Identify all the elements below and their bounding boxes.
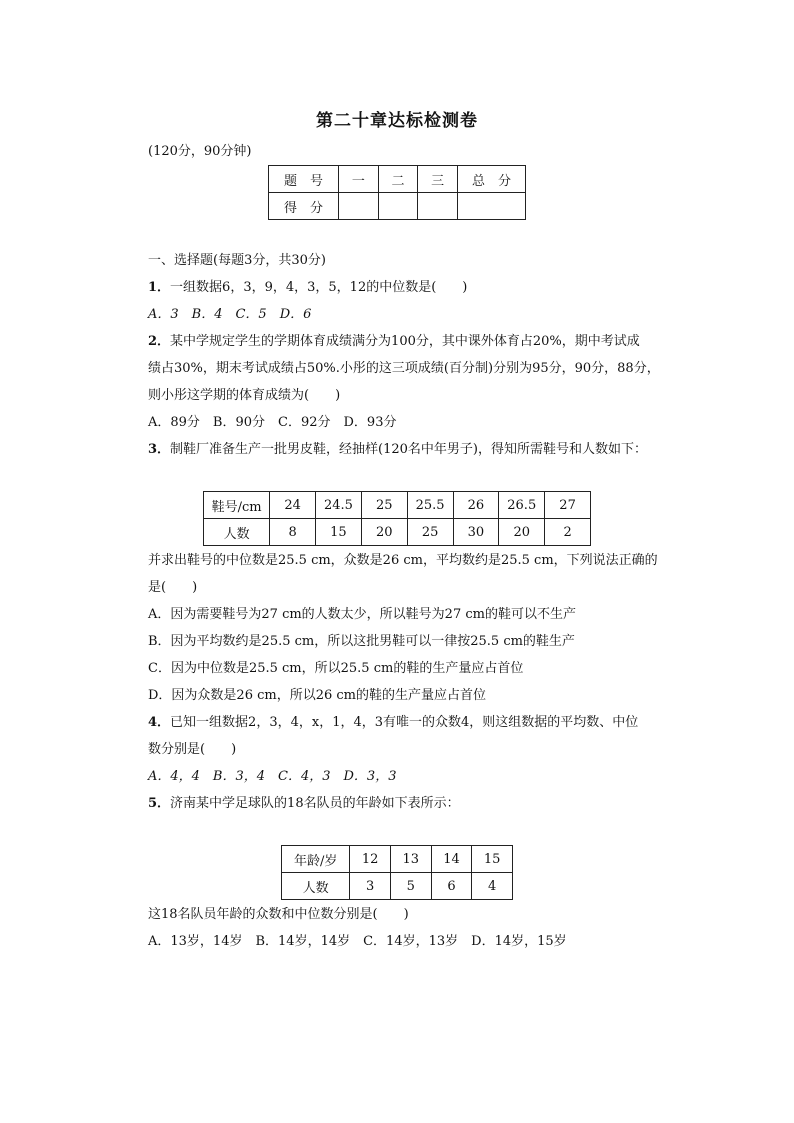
- table-cell: 4: [472, 873, 513, 900]
- score-table: [268, 165, 526, 220]
- question-4-line2: 数分别是( ): [148, 742, 237, 757]
- question-3-option-b: B．因为平均数约是25.5 cm，所以这批男鞋可以一律按25.5 cm的鞋生产: [148, 634, 575, 649]
- table-cell: 8: [270, 519, 316, 546]
- table-cell: 13: [390, 846, 431, 873]
- question-stem: 已知一组数据2，3，4，x，1，4，3有唯一的众数4，则这组数据的平均数、中位: [170, 715, 639, 730]
- table-cell: 24: [270, 492, 316, 519]
- table-cell: 3: [350, 873, 391, 900]
- question-4: [148, 713, 638, 733]
- question-stem: 一组数据6，3，9，4，3，5，12的中位数是( ): [170, 280, 468, 295]
- question-stem: 制鞋厂准备生产一批男皮鞋，经抽样(120名中年男子)，得知所需鞋号和人数如下：: [170, 442, 648, 457]
- question-5: [148, 794, 460, 814]
- table-cell: 12: [350, 846, 391, 873]
- section-heading: 一、选择题(每题3分，共30分): [148, 253, 326, 268]
- question-5-options: A．13岁，14岁 B．14岁，14岁 C．14岁，13岁 D．14岁，15岁: [148, 934, 567, 949]
- question-2-line2: 绩占30%，期末考试成绩占50%.小彤的这三项成绩(百分制)分别为95分，90分，88分，: [148, 361, 660, 376]
- table-cell: 20: [361, 519, 407, 546]
- table-row-label: 鞋号/cm: [204, 492, 270, 519]
- question-2-options: A．89分 B．90分 C．92分 D．93分: [148, 415, 397, 430]
- score-header-cell: 题 号: [269, 166, 339, 193]
- question-number: 5．: [148, 796, 171, 811]
- score-cell: [418, 193, 458, 220]
- question-3-option-d: D．因为众数是26 cm，所以26 cm的鞋的生产量应占首位: [148, 688, 486, 703]
- question-2-line3: 则小彤这学期的体育成绩为( ): [148, 388, 341, 403]
- question-number: 1．: [148, 280, 171, 295]
- table-cell: 14: [431, 846, 472, 873]
- table-row-label: 人数: [282, 873, 350, 900]
- shoe-size-table: [203, 491, 591, 546]
- question-2: [148, 332, 640, 352]
- table-row-label: 年龄/岁: [282, 846, 350, 873]
- question-number: 4．: [148, 715, 171, 730]
- score-header-cell: 一: [339, 166, 379, 193]
- table-cell: 30: [453, 519, 499, 546]
- question-1: [148, 278, 467, 298]
- table-cell: 25: [361, 492, 407, 519]
- table-cell: 25: [407, 519, 453, 546]
- question-number: 2．: [148, 334, 171, 349]
- question-stem: 某中学规定学生的学期体育成绩满分为100分，其中课外体育占20%，期中考试成: [170, 334, 640, 349]
- question-number: 3．: [148, 442, 171, 457]
- score-cell: [378, 193, 418, 220]
- question-5-followup: 这18名队员年龄的众数和中位数分别是( ): [148, 907, 409, 922]
- score-cell: [339, 193, 379, 220]
- question-stem: 济南某中学足球队的18名队员的年龄如下表所示：: [170, 796, 460, 811]
- table-cell: 5: [390, 873, 431, 900]
- score-header-cell: 二: [378, 166, 418, 193]
- score-header-cell: 三: [418, 166, 458, 193]
- age-table: [281, 845, 513, 900]
- table-cell: 25.5: [407, 492, 453, 519]
- table-cell: 6: [431, 873, 472, 900]
- table-cell: 15: [472, 846, 513, 873]
- question-3-followup: 并求出鞋号的中位数是25.5 cm，众数是26 cm，平均数约是25.5 cm，下列说法正确的: [148, 553, 658, 568]
- question-1-options: A．3 B．4 C．5 D．6: [148, 307, 312, 322]
- question-3-option-c: C．因为中位数是25.5 cm，所以25.5 cm的鞋的生产量应占首位: [148, 661, 524, 676]
- table-cell: 2: [545, 519, 591, 546]
- score-row-label: 得 分: [269, 193, 339, 220]
- table-cell: 27: [545, 492, 591, 519]
- page-title: 第二十章达标检测卷: [316, 111, 478, 131]
- table-row-label: 人数: [204, 519, 270, 546]
- table-cell: 26.5: [499, 492, 545, 519]
- question-4-options: A．4，4 B．3，4 C．4，3 D．3，3: [148, 769, 397, 784]
- table-cell: 15: [316, 519, 362, 546]
- question-3-option-a: A．因为需要鞋号为27 cm的人数太少，所以鞋号为27 cm的鞋可以不生产: [148, 607, 576, 622]
- table-cell: 26: [453, 492, 499, 519]
- table-cell: 24.5: [316, 492, 362, 519]
- score-header-cell: 总 分: [457, 166, 525, 193]
- score-cell: [457, 193, 525, 220]
- exam-info: (120分，90分钟): [148, 144, 252, 159]
- table-cell: 20: [499, 519, 545, 546]
- question-3: [148, 440, 647, 460]
- question-3-followup-2: 是( ): [148, 580, 198, 595]
